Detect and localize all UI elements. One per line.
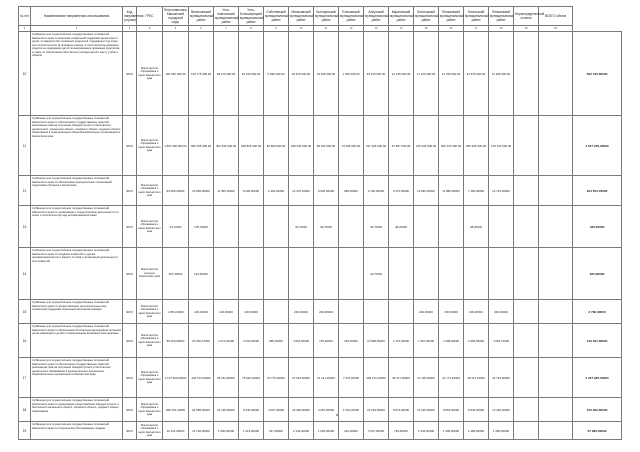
value-cell	[514, 248, 539, 300]
column-number: 8	[239, 26, 264, 32]
value-cell: 8 206,00000	[239, 176, 264, 206]
value-cell: 20 775,00000	[264, 358, 289, 398]
column-header: Петропавловск-Камчатский городской округ	[164, 8, 188, 24]
value-cell: 245,00000	[339, 324, 364, 358]
column-header: № п/п	[19, 7, 31, 26]
row-description: Субвенции для осуществления государственных полномочий Камчатского края по обеспечению муниципальных организаций средствами обучения и воспитания	[31, 176, 123, 206]
value-cell: 307,30000	[163, 248, 189, 300]
value-cell	[414, 206, 439, 248]
value-cell	[514, 324, 539, 358]
value-cell	[539, 422, 573, 440]
value-cell: 12 780 000,00	[439, 32, 464, 116]
value-cell: 12 135 000,00	[389, 32, 414, 116]
column-number: 4	[137, 26, 163, 32]
row-description: Субвенции для осуществления государственных полномочий Камчатского края по вопросам социальной поддержки детей-сирот и детей, оставшихся без попечения родителей, переданных под опеку или попечительство (в приемную семью), в части выплаты денежных средств на содержание детей, вознаграждения приемным родителям, а также по обеспечению бесплатного проезда детей к месту учебы и обратно	[31, 32, 123, 116]
value-cell: 21 875 000,00	[464, 32, 489, 116]
value-cell: 44,70000	[289, 206, 314, 248]
value-cell: 130,00000	[239, 300, 264, 324]
row-description: Субвенции для осуществления государственных полномочий Камчатского края по обеспечению бесплатным двухразовым питанием детей-инвалидов и детей с ограниченными возможностями здоровья	[31, 324, 123, 358]
row-total: 67 660,00000	[573, 422, 622, 440]
row-total: 592 135,00000	[573, 32, 622, 116]
value-cell: 749,00000	[389, 422, 414, 440]
value-cell	[214, 248, 239, 300]
column-number: 13	[364, 26, 389, 32]
value-cell: 67 064,00000	[289, 358, 314, 398]
value-cell	[289, 248, 314, 300]
value-cell: 10 968,00000	[364, 324, 389, 358]
value-cell: 647,00000	[264, 422, 289, 440]
value-cell: 1 395,00000	[439, 422, 464, 440]
value-cell: 7 490,00000	[464, 176, 489, 206]
value-cell: 150,00000	[439, 300, 464, 324]
value-cell	[539, 358, 573, 398]
row-total: 2 790,00000	[573, 300, 622, 324]
value-cell: 7 497,00000	[414, 324, 439, 358]
value-cell: 1 486,00000	[464, 422, 489, 440]
value-cell: 6 470,00000	[389, 176, 414, 206]
row-number: 11	[19, 116, 31, 176]
column-header: Нераспределенный остаток	[514, 7, 539, 26]
row-grbs: Министерство образования и науки Камчатского края	[137, 176, 163, 206]
value-cell	[239, 248, 264, 300]
column-number: 5	[163, 26, 189, 32]
column-number: 18	[489, 26, 514, 32]
column-number: 20	[539, 26, 573, 32]
row-number: 13	[19, 206, 31, 248]
value-cell: 123,40000	[189, 248, 214, 300]
table-row	[19, 300, 622, 324]
value-cell: 85 320,00000	[163, 324, 189, 358]
value-cell: 20 915 000,00	[239, 32, 264, 116]
column-number: 15	[414, 26, 439, 32]
value-cell	[514, 116, 539, 176]
value-cell	[339, 300, 364, 324]
value-cell: 1 127 605,00000	[163, 358, 189, 398]
column-header: Тигильский муниципальный район	[464, 7, 489, 26]
column-number: 12	[339, 26, 364, 32]
value-cell: 232,00000	[339, 422, 364, 440]
value-cell	[539, 324, 573, 358]
value-cell: 985,00000	[264, 324, 289, 358]
row-code: 40ХХ	[123, 422, 137, 440]
column-number: 11	[314, 26, 339, 32]
value-cell: 200,00000	[414, 300, 439, 324]
value-cell: 75 920,20000	[239, 358, 264, 398]
value-cell: 237 426 000,00	[364, 116, 389, 176]
row-code: 40ХХ	[123, 32, 137, 116]
value-cell: 178,70000	[189, 206, 214, 248]
value-cell	[389, 300, 414, 324]
value-cell: 5 995 000,00	[264, 32, 289, 116]
value-cell: 3 527,00000	[364, 422, 389, 440]
value-cell: 21 141,20000	[314, 358, 339, 398]
value-cell: 44,70000	[364, 206, 389, 248]
value-cell	[514, 206, 539, 248]
row-number: 19	[19, 422, 31, 440]
row-number: 10	[19, 32, 31, 116]
row-number: 15	[19, 300, 31, 324]
value-cell: 8 445,00000	[239, 398, 264, 422]
column-header: Пенжинский муниципальный район	[439, 7, 464, 26]
column-number: 9	[264, 26, 289, 32]
value-cell	[339, 206, 364, 248]
value-cell	[414, 248, 439, 300]
value-cell: 19 495 000,00	[314, 32, 339, 116]
column-number: 7	[214, 26, 239, 32]
value-cell: 432 574,30000	[189, 358, 214, 398]
value-cell: 10 475,20000	[289, 176, 314, 206]
value-cell	[539, 116, 573, 176]
column-header: Усть-Большерецкий муниципальный район	[240, 8, 264, 24]
page-edge-mark	[8, 2, 9, 6]
row-total: 720 202,00000	[573, 398, 622, 422]
row-total: 433,70000	[573, 206, 622, 248]
value-cell: 200,00000	[464, 300, 489, 324]
column-header: Вилючинский муниципальный район	[189, 7, 214, 26]
allocation-table	[18, 6, 622, 440]
value-cell	[539, 300, 573, 324]
value-cell: 41 171,40000	[439, 358, 464, 398]
value-cell: 8 863,00000	[439, 398, 464, 422]
column-number: 3	[123, 26, 137, 32]
value-cell	[339, 248, 364, 300]
table-row	[19, 358, 622, 398]
value-cell: 20 182,37000	[189, 324, 214, 358]
value-cell: 1 690,00000	[214, 422, 239, 440]
value-cell: 84 605,23000	[163, 176, 189, 206]
row-code: 40ХХ	[123, 206, 137, 248]
column-header: Алеутский муниципальный район	[364, 7, 389, 26]
value-cell	[514, 300, 539, 324]
column-header: Соболевский муниципальный район	[264, 7, 289, 26]
value-cell: 20 141,00000	[163, 422, 189, 440]
value-cell	[439, 248, 464, 300]
value-cell: 11 395 000,00	[489, 32, 514, 116]
value-cell: 29 915 000,00	[289, 32, 314, 116]
column-header: Быстринский муниципальный район	[314, 7, 339, 26]
value-cell: 92 085,00000	[189, 398, 214, 422]
value-cell: 149 775 000,00	[189, 32, 214, 116]
row-code: 40ХХ	[123, 176, 137, 206]
value-cell: 2 534,00000	[239, 324, 264, 358]
value-cell: 1 693,00000	[314, 422, 339, 440]
value-cell: 1 945,00000	[414, 422, 439, 440]
value-cell: 459 415,00000	[163, 398, 189, 422]
column-header: ВСЕГО объем	[539, 7, 573, 26]
value-cell	[539, 248, 573, 300]
value-cell: 38 471,00000	[389, 358, 414, 398]
row-description: Субвенции для осуществления государственных полномочий Камчатского края по созданию комиссий по делам несовершеннолетних и защите их прав и организации деятельности этих комиссий	[31, 248, 123, 300]
value-cell	[314, 248, 339, 300]
row-number: 16	[19, 324, 31, 358]
row-total: 625,00000	[573, 248, 622, 300]
value-cell	[514, 176, 539, 206]
value-cell: 300,00000	[489, 300, 514, 324]
value-cell: 1 851 990 000,00	[163, 116, 189, 176]
row-number: 14	[19, 248, 31, 300]
column-number: 2	[31, 26, 123, 32]
page-marker-dot	[336, 414, 338, 416]
value-cell: 464 545 000,00	[214, 116, 239, 176]
value-cell: 215 436 000,00	[414, 116, 439, 176]
table-row	[19, 206, 622, 248]
value-cell	[239, 206, 264, 248]
value-cell: 9 925,00000	[314, 176, 339, 206]
value-cell: 100,00000	[214, 300, 239, 324]
row-total: 204 554,79000	[573, 176, 622, 206]
value-cell	[539, 206, 573, 248]
column-header: Код направления (строки)	[123, 7, 137, 26]
value-cell: 48,20000	[464, 206, 489, 248]
value-cell	[489, 206, 514, 248]
value-cell: 7 076,00000	[339, 358, 364, 398]
value-cell	[364, 300, 389, 324]
table-row	[19, 176, 622, 206]
value-cell: 1 419,00000	[239, 422, 264, 440]
value-cell	[539, 398, 573, 422]
row-grbs: Министерство образования и науки Камчатского края	[137, 358, 163, 398]
column-header: Усть-Камчатский муниципальный район	[215, 8, 239, 24]
table-row	[19, 324, 622, 358]
column-number: 16	[439, 26, 464, 32]
value-cell: 1 350,00000	[163, 300, 189, 324]
value-cell	[264, 248, 289, 300]
value-cell	[389, 248, 414, 300]
value-cell: 67 867 000,00	[389, 116, 414, 176]
value-cell: 185 946 000,00	[464, 116, 489, 176]
column-header: Пенжинский муниципальный район	[489, 7, 514, 26]
column-number: 6	[189, 26, 214, 32]
header-row	[19, 7, 622, 26]
row-description: Субвенции для осуществления государственных полномочий Камчатского края по организации предоставления общедоступного и бесплатного начального общего, основного общего, среднего общего образования	[31, 398, 123, 422]
value-cell: 200,00000	[289, 300, 314, 324]
row-code: 40ХХ	[123, 324, 137, 358]
value-cell	[464, 248, 489, 300]
row-grbs: Министерство образования и науки Камчатского края	[137, 398, 163, 422]
value-cell: 44 733,00000	[489, 358, 514, 398]
column-number: 10	[289, 26, 314, 32]
value-cell: 985,00000	[339, 176, 364, 206]
value-cell: 28 470 000,00	[214, 32, 239, 116]
value-cell	[539, 32, 573, 116]
value-cell	[439, 206, 464, 248]
row-description: Субвенции для осуществления государственных полномочий Камчатского края по обеспечению государственных гарантий реализации прав на получение общедоступного и бесплатного дошкольного образования в муниципальных дошкольных образовательных организациях в Камчатском крае	[31, 358, 123, 398]
value-cell: 409 671,00000	[364, 358, 389, 398]
column-header: ГРБС	[137, 7, 163, 26]
value-cell: 4 563,70000	[489, 324, 514, 358]
table-row	[19, 116, 622, 176]
value-cell: 9 160,00000	[364, 176, 389, 206]
value-cell: 13 846,00000	[414, 176, 439, 206]
value-cell	[514, 32, 539, 116]
row-grbs: Министерство образования и науки Камчатского края	[137, 206, 163, 248]
value-cell: 2 144,00000	[289, 422, 314, 440]
value-cell: 2 715,00000	[389, 324, 414, 358]
value-cell: 13 145,00000	[414, 398, 439, 422]
value-cell	[514, 398, 539, 422]
column-header: Карагинский муниципальный район	[389, 7, 414, 26]
value-cell: 1 280,00000	[489, 422, 514, 440]
table-row	[19, 422, 622, 440]
value-cell: 11 355,20000	[214, 176, 239, 206]
row-total: 143 181,06000	[573, 324, 622, 358]
value-cell: 2 956,00000	[464, 324, 489, 358]
value-cell: 12 434,00000	[489, 398, 514, 422]
table-row	[19, 398, 622, 422]
row-grbs: Министерство культуры Камчатского края	[137, 248, 163, 300]
column-header: Олюторский муниципальный район	[414, 7, 439, 26]
row-total: 2 247 987,50000	[573, 358, 622, 398]
value-cell: 2 494,00000	[264, 176, 289, 206]
row-number: 18	[19, 398, 31, 422]
row-grbs: Министерство образования и науки Камчатского края	[137, 300, 163, 324]
value-cell: 2 498,00000	[439, 324, 464, 358]
row-grbs: Министерство образования и науки Камчатского края	[137, 32, 163, 116]
value-cell: 209 142 000,00	[439, 116, 464, 176]
row-description: Субвенции для осуществления государственных полномочий Камчатского края по предоставлению дополнительных мер социальной поддержки отдельным категориям граждан	[31, 300, 123, 324]
value-cell: 89 342 000,00	[314, 116, 339, 176]
value-cell: 31 295 000,00	[339, 116, 364, 176]
value-cell	[264, 206, 289, 248]
value-cell: 45 315 000,00	[364, 32, 389, 116]
value-cell	[539, 176, 573, 206]
table-row	[19, 248, 622, 300]
value-cell	[489, 248, 514, 300]
value-cell: 82 809 000,00	[264, 116, 289, 176]
row-description: Субвенции для осуществления государственных полномочий Камчатского края по организации и осуществлению деятельности по опеке и попечительству над несовершеннолетними	[31, 206, 123, 248]
value-cell: 4 051,00000	[314, 398, 339, 422]
value-cell	[214, 206, 239, 248]
value-cell: 13 720,00000	[189, 422, 214, 440]
value-cell	[264, 300, 289, 324]
value-cell: 178 133 000,00	[489, 116, 514, 176]
value-cell: 44,70000	[163, 206, 189, 248]
value-cell: 8 873,00000	[389, 398, 414, 422]
value-cell: 47 196,00000	[414, 358, 439, 398]
value-cell: 44,70000	[364, 248, 389, 300]
row-code: 40ХХ	[123, 398, 137, 422]
value-cell: 24 425,00000	[214, 398, 239, 422]
column-header: Елизовский муниципальный район	[339, 7, 364, 26]
value-cell: 266 034 000,00	[289, 116, 314, 176]
column-number: 19	[514, 26, 539, 32]
value-cell: 4 652,90000	[289, 324, 314, 358]
column-header: Мильковский муниципальный район	[289, 7, 314, 26]
value-cell: 10 956,00000	[189, 176, 214, 206]
value-cell: 22 253,00000	[364, 398, 389, 422]
value-cell: 1 655 000,00	[339, 32, 364, 116]
value-cell: 11 880,00000	[439, 176, 464, 206]
value-cell: 4 597,00000	[264, 398, 289, 422]
document-sheet	[18, 6, 622, 444]
row-description: Субвенции для осуществления государственных полномочий Камчатского края по обеспечению государственных гарантий реализации прав на получение общедоступного и бесплатного дошкольного, начального общего, основного общего, среднего общего образования в муниципальных общеобразовательных организациях в Камчатском крае	[31, 116, 123, 176]
table-row	[19, 32, 622, 116]
row-total: 4 547 970,00000	[573, 116, 622, 176]
value-cell: 48 313,70000	[464, 358, 489, 398]
row-code: 40ХХ	[123, 300, 137, 324]
value-cell: 17 160 000,00	[414, 32, 439, 116]
value-cell: 13 723,00000	[489, 176, 514, 206]
value-cell: 1 561,00000	[339, 398, 364, 422]
row-grbs: Министерство образования и науки Камчатского края	[137, 324, 163, 358]
value-cell: 130,00000	[189, 300, 214, 324]
row-number: 12	[19, 176, 31, 206]
table-body	[19, 32, 622, 440]
column-number: 17	[464, 26, 489, 32]
value-cell: 4 472,20000	[214, 324, 239, 358]
column-number: 1	[19, 26, 31, 32]
value-cell: 595 005 000,00	[189, 116, 214, 176]
row-code: 40ХХ	[123, 116, 137, 176]
value-cell: 9 946,00000	[464, 398, 489, 422]
value-cell: 48,20000	[389, 206, 414, 248]
value-cell: 20 356,00000	[289, 398, 314, 422]
column-header: Наименование направления использования	[31, 7, 123, 26]
row-grbs: Министерство образования и науки Камчатского края	[137, 422, 163, 440]
value-cell: 99 181,90000	[214, 358, 239, 398]
value-cell: 44,70000	[314, 206, 339, 248]
value-cell: 188 818 000,00	[239, 116, 264, 176]
row-number: 17	[19, 358, 31, 398]
value-cell: 200,00000	[314, 300, 339, 324]
row-code: 40ХХ	[123, 248, 137, 300]
value-cell: 745,00000	[314, 324, 339, 358]
row-grbs: Министерство образования и науки Камчатского края	[137, 116, 163, 176]
value-cell	[514, 422, 539, 440]
row-description: Субвенции для осуществления государственных полномочий Камчатского края по социальному обслуживанию граждан	[31, 422, 123, 440]
value-cell: 182 945 000,00	[163, 32, 189, 116]
value-cell	[514, 358, 539, 398]
column-number: 14	[389, 26, 414, 32]
row-code: 40ХХ	[123, 358, 137, 398]
